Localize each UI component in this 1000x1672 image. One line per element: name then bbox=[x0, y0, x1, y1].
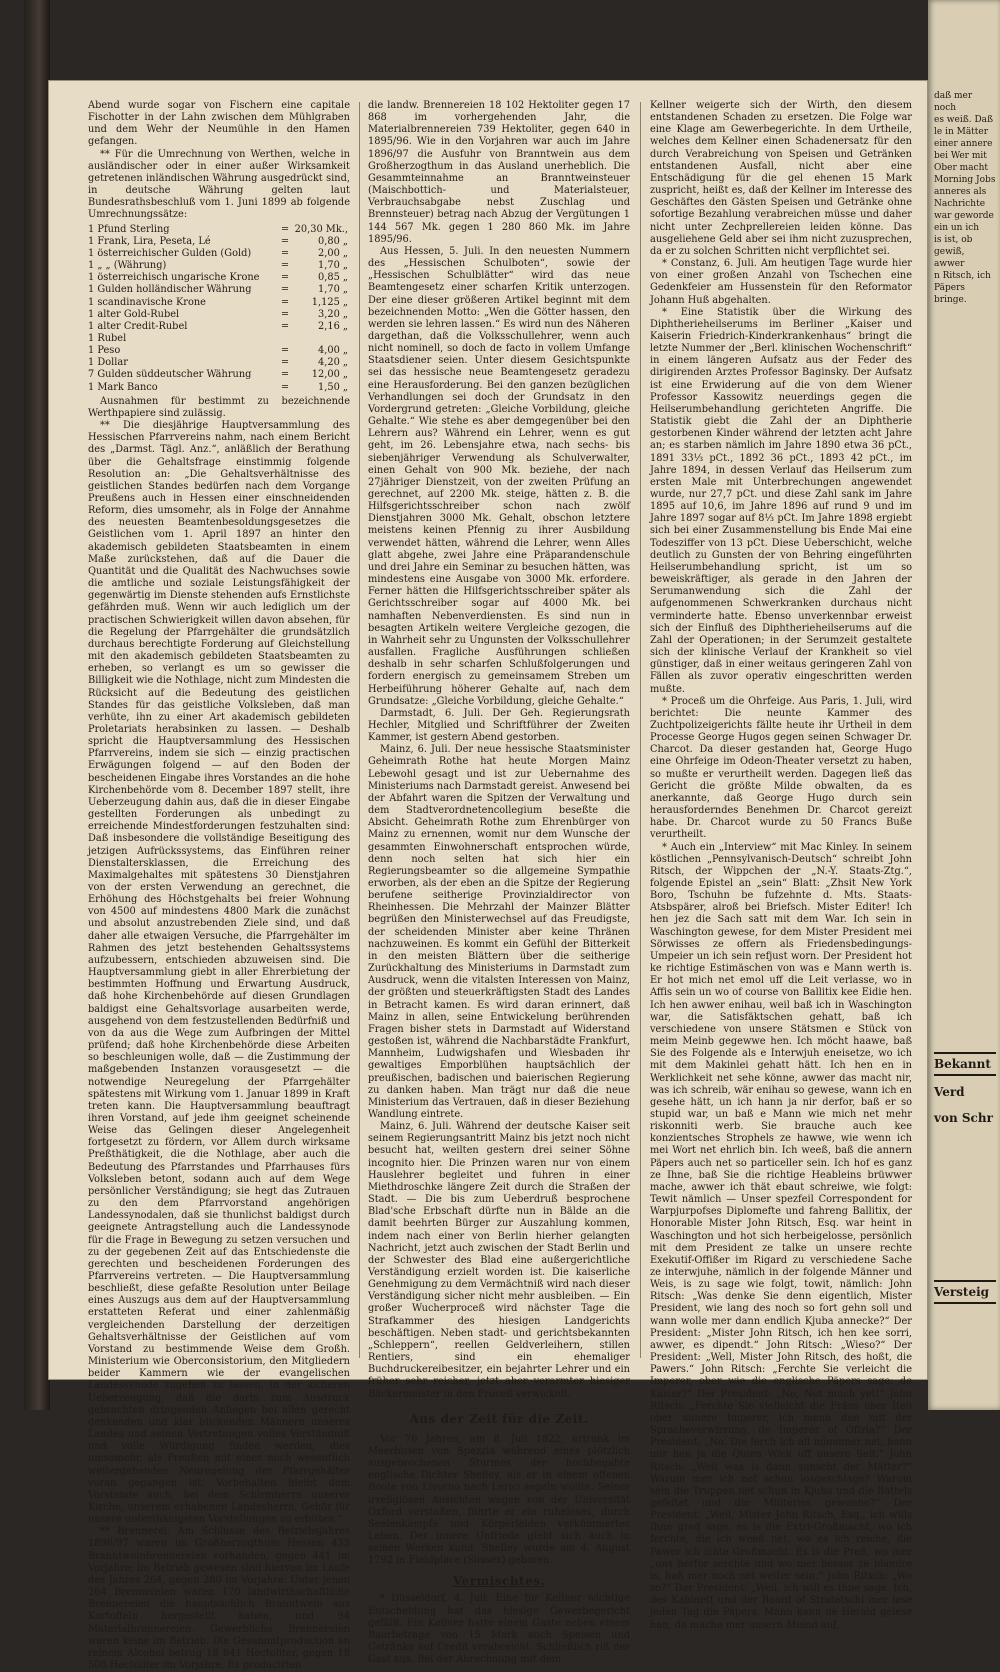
column-divider bbox=[640, 102, 641, 1358]
column-left bbox=[88, 100, 350, 1671]
strip-line: le in Mätter bbox=[934, 127, 989, 137]
table-row: 1 Frank, Lira, Peseta, Lé = 0,80 „ bbox=[88, 235, 348, 247]
article-constanz: * Constanz, 6. Juli. Am heutigen Tage wurde hier von einer großen Anzahl von Tschechen eine Gedenkfeier am Hussenstein für den Reformator Johann Huß abgehalten. bbox=[650, 258, 912, 306]
article-ausnahmen: Ausnahmen für bestimmt zu bezeichnende Werthpapiere sind zulässig. bbox=[88, 395, 350, 419]
article-mainz-1: Mainz, 6. Juli. Der neue hessische Staatsminister Geheimrath Rothe hat heute Morgen Mainz Lebewohl gesagt und ist zur Uebernahme des Ministeriums nach Darmstadt gereist. Anwesend bei der Abfahrt waren die Spitzen der Verwaltung und dem Stadtverordnetencollegium beseßte die Absicht. Geheimrath Rothe zum Ehrenbürger von Mainz zu ernennen, womit nur dem Wunsche der gesammten Einwohnerschaft entsprochen würde, denn noch selten hat sich hier ein Regierungsbeamter so die allgemeine Sympathie erworben, als der eben an die Spitze der Regierung berufene seitherige Provinzialdirector von Rheinhessen. Die Mehrzahl der Mainzer Blätter begrüßen den Ministerwechsel auf das Freudigste, der scheidenden Minister aber keine Thränen nachzuweinen. Es kommt ein Gefühl der Bitterkeit in den meisten Blättern über die seitherige Zurückhaltung des Ministeriums in Darmstadt zum Ausdruck, wenn die vitalsten Interessen von Mainz, der größten und steuerkräftigsten Stadt des Landes in Betracht kamen. Es wird daran erinnert, daß Mainz in allen, seine Entwickelung berührenden Fragen bisher stets in Darmstadt auf Widerstand gestoßen ist, während die Nachbarstädte Frankfurt, Mannheim, Ludwigshafen und Wiesbaden ihr gewaltiges Emporblühen hauptsächlich der preußischen, badischen und baierischen Regierung zu danken haben. Man trägt nur daß die neue Ministerium das Vertrauen, daß in dieser Beziehung Wandlung eintrete. bbox=[368, 744, 630, 1120]
strip-line: gewiß, awwer bbox=[934, 247, 965, 269]
strip-line: Ober macht bbox=[934, 163, 988, 173]
exchange-rate-table bbox=[88, 224, 350, 394]
article-darmstadt: Darmstadt, 6. Juli. Der Geh. Regierungsrath Hechler, Mitglied und Schriftführer der Zweiten Kammer, ist gestern Abend gestorben. bbox=[368, 707, 630, 744]
table-row: 1 „ „ (Währung) = 1,70 „ bbox=[88, 260, 348, 272]
article-duesseldorf: * Düsseldorf, 4. Juli. Eine für Kellner wichtige Entscheidung hat das hiesige Gewerbegericht gefällt. Ein Kellner hatte einem Gaste neben einem Baarbetrage von 15 Mark auch Speisen und Getränke auf Credit verabreicht. Schließlich riß der Gast aus. Bei der Abrechnung mit dem bbox=[368, 1593, 630, 1666]
table-row: 1 österreichisch ungarische Krone = 0,85 „ bbox=[88, 272, 348, 284]
column-middle bbox=[368, 100, 630, 1666]
page-binding-edge bbox=[24, 0, 50, 1410]
strip-line: es weiß. Daß bbox=[934, 115, 994, 125]
article-fischotter: Abend wurde sogar von Fischern eine capitale Fischotter in der Lahn zwischen dem Mühlgraben und dem Wehr der Neumühle in den Hamen gefangen. bbox=[88, 100, 350, 148]
table-row: 1 Peso = 4,00 „ bbox=[88, 345, 348, 357]
table-row: 1 Dollar = 4,20 „ bbox=[88, 357, 348, 369]
section-heading: Aus der Zeit für die Zeit. bbox=[368, 1407, 630, 1430]
strip-line: ein un ich bbox=[934, 223, 980, 233]
article-brennerei: ** Brennerei. Am Schlusse des Betriebsjahres 1896/97 waren im Großherzogthum Hessen 435 Branntweinbrennereien vorhanden, gegen 441 im Vorjahre; im Betrieb gewesen sind hiervon im Laufe des Jahres 264, gegen 280 im Vorjahre. Unter jenen 264 Brennereien waren 170 landwirthschaftliche Brennereien die hauptsächlich Branntwein aus Kartoffeln hergestellt haben, und 94 Materialbrennereien. Gewerbliche Brennereien waren keine im Betrieb. Die Gesammtproduction an reinem Alcohol betrug 18 841 Hectoliter, gegen 18 508 Hectoliter im Vorjahre. Es producirten bbox=[88, 1526, 350, 1671]
strip-heading: Bekannt bbox=[934, 1052, 996, 1076]
strip-line: n Ritsch, ich bbox=[934, 271, 991, 281]
strip-line: war geworde bbox=[934, 211, 994, 221]
article-mainz-2: Mainz, 6. Juli. Während der deutsche Kaiser seit seinem Regierungsantritt Mainz bis jetzt noch nicht besucht hat, weilten gestern drei seiner Söhne incognito hier. Die Prinzen waren nur von einem Hauslehrer begleitet und fuhren in einer Miethdroschke längere Zeit durch die Straßen der Stadt. — Die bis zum Ueberdruß besprochene Blad'sche Erbschaft dürfte nun in Bälde an die damit beehrten Bürger zur Auszahlung kommen, indem nach einer von Berlin hierher gelangten Nachricht, jetzt auch zwischen der Stadt Berlin und der Schwester des Blad eine außergerichtliche Verständigung erzielt worden ist. Die kaiserliche Genehmigung zu dem Vermächtniß wird nach dieser Verständigung sicher nicht mehr ausbleiben. — Ein großer Wucherproceß wird nächster Tage die Strafkammer des hiesigen Landgerichts beschäftigen. Neben stadt- und gerichtsbekannten „Schleppern“, reellen Geldverleihern, stillen Rentiers, sind ein ehemaliger Buchdruckereibesitzer, ein bejahrter Lehrer und ein früher sehr reicher, jetzt aber verarmter hiesiger Bäckermeister in den Proceß verwickelt. bbox=[368, 1121, 630, 1400]
table-row: 1 Rubel bbox=[88, 332, 127, 344]
article-aus-hessen: Aus Hessen, 5. Juli. In den neuesten Nummern des „Hessischen Schulboten“, sowie der „Hessischen Schulblätter“ wird das neue Beamtengesetz einer scharfen Kritik unterzogen. Der eine dieser größeren Artikel beginnt mit dem bezeichnenden Motto: „Wen die Götter hassen, den werden sie lehren lassen.“ Es wird nun des Näheren dargethan, daß die Volksschullehrer, wenn auch nicht nominell, so doch de facto in vollem Umfange Staatsdiener seien. Unter diesem Gesichtspunkte sei das hessische neue Beamtengesetz geradezu eine Herausforderung. Bei den ganzen bezüglichen Verhandlungen sei doch der Grundsatz in den Vordergrund getreten: „Gleiche Vorbildung, gleiche Gehalte.“ Wie stehe es aber demgegenüber bei den Lehrern aus? Während ein Lehrer, wenn es gut geht, im 26. Lebensjahre etwa, nach sechs- bis siebenjähriger Verwendung als Schulverwalter, einen Gehalt von 900 Mk. beziehe, der nach 27jähriger Dienstzeit, von der zweiten Prüfung an gerechnet, auf 2200 Mk. steige, hätten z. B. die Hilfsgerichtsschreiber schon nach zwölf Dienstjahren 3000 Mk. Gehalt, obschon letztere meistens keinen Pfennig zu ihrer Ausbildung verwendet hätten, während die Lehrer, wenn Alles glatt abgehe, zwei Jahre eine Präparandenschule und drei Jahre ein Seminar zu besuchen hätten, was mindestens eine Ausgabe von 3000 Mk. erfordere. Ferner hätten die Hilfsgerichtsschreiber später als Gerichtsschreiber sogar auf 4000 Mk. bei namhaften Nebenverdiensten. Es sind nun in besagten Artikeln weitere Vergleiche gezogen, die in Wahrheit sehr zu Ungunsten der Volksschullehrer ausfallen. Fragliche Ausführungen schließen deshalb in sehr scharfen Schlußfolgerungen und fordern energisch zu gemeinsamem Streben um Herbeiführung höherer Gehalte auf, nach dem Grundsatze: „Gleiche Vorbildung, gleiche Gehalte.“ bbox=[368, 245, 630, 707]
table-row: 1 scandinavische Krone = 1,125 „ bbox=[88, 296, 348, 308]
strip-line: Päpers bringe. bbox=[934, 283, 967, 305]
newspaper-page bbox=[48, 80, 928, 1671]
article-umrechnung-intro: ** Für die Umrechnung von Werthen, welche in ausländischer oder in einer außer Wirksamkeit getretenen inländischen Währung ausgedrückt sind, in deutsche Währung gelten laut Bundesrathsbeschluß vom 1. Juni 1899 ab folgende Umrechnungssätze: bbox=[88, 148, 350, 221]
article-shelley: Vor 76 Jahren, am 8. Juli 1822, ertrank im Meerbusen von Spezzia während eines plötzlich ausgebrochenen Sturmes der hochbegabte englische Dichter Shelley, als er in einem offenen Boote von Livorno nach Lerici segeln wollte. Seiner irreligiösen Ansichten wegen von der Universität Oxford verstoßen, führte er ein ruheloses, durch Seelenkämpfe und Körperleiden verkümmertes Leben. Der innere Unfriede giebt sich auch in seinen Werken kund. Shelley wurde am 4. August 1792 in Fieldplace (Sussex) geboren. bbox=[368, 1433, 630, 1567]
article-ohrfeige: * Proceß um die Ohrfeige. Aus Paris, 1. Juli, wird berichtet: Die neunte Kammer des Zuchtpolizeigerichts fällte heute ihr Urtheil in dem Processe George Hugos gegen seinen Schwager Dr. Charcot. Da dieser gestanden hat, George Hugo eine Ohrfeige im Odeon-Theater versetzt zu haben, so mußte er verurtheilt werden. Dagegen ließ das Gericht die größte Milde obwalten, da es anerkannte, daß George Hugo durch sein herausforderndes Benehmen Dr. Charcot gereizt habe. Dr. Charcot wurde zu 50 Francs Buße verurtheilt. bbox=[650, 695, 912, 841]
table-row: 1 Pfund Sterling = 20,30 Mk., bbox=[88, 223, 348, 235]
article-pfarrverein: ** Die diesjährige Hauptversammlung des Hessischen Pfarrvereins nahm, nach einem Bericht des „Darmst. Tägl. Anz.“, anläßlich der Berathung über die Gehaltsfrage einstimmig folgende Resolution an: „Die Gehaltsverhältnisse des geistlichen Standes bedürfen nach dem Vorgange Preußens auch in Hessen einer einschneidenden Reform, dies umsomehr, als in Folge der Annahme des neuesten Beamtenbesoldungsgesetzes die Geistlichen vom 1. April 1897 an hinter den akademisch gebildeten Staatsbeamten in einem Maße zurückstehen, daß auf die Dauer die Quantität und die Qualität des Nachwuchses sowie die amtliche und soziale Leistungsfähigkeit der gegenwärtig im Dienste stehenden aufs Ernstlichste gefährden muß. Wenn wir auch lediglich um der practischen Schwierigkeit willen davon absehen, für die Regelung der Pfarrgehälter die grundsätzlich durchaus berechtigte Forderung auf Gleichstellung mit den akademisch gebildeten Staatsbeamten zu erheben, so verlangt es um so gewisser die Billigkeit wie die Nothlage, nicht zum Mindesten die Rücksicht auf die Bedeutung des geistlichen Standes für das geistliche Volksleben, daß man verhüte, ihn zu einer Art akademisch gebildeten Proletariats herabsinken zu lassen. — Deshalb spricht die Hauptversammlung des Hessischen Pfarrvereins, indem sie sich — einzig practischen Erwägungen folgend — auf den Boden der bescheidenen Eingabe ihres Vorstandes an die hohe Kirchenbehörde vom 8. December 1897 stellt, ihre Ueberzeugung dahin aus, daß die in dieser Eingabe gestellten Forderungen als unbedingt zu erreichende Mindestforderungen festzuhalten sind: Daß insbesondere die vollständige Beseitigung des jetzigen Aufrückssystems, das Einführen reiner Dienstaltersklassen, die Erreichung des Maximalgehaltes mit spätestens 30 Dienstjahren von der ersten Verwendung an gerechnet, die Erhöhung des Höchstgehalts bei freier Wohnung von 4500 auf mindestens 4800 Mark die zunächst und absolut anzustrebenden Ziele sind, und daß daher alle etwaigen Versuche, die Pfarrgehälter im Rahmen des jetzt bestehenden Gehaltssystems aufzubessern, entschieden abzuweisen sind. Die Hauptversammlung giebt in aller Ehrerbietung der bestimmten Hoffnung und Erwartung Ausdruck, daß hohe Kirchenbehörde auf diesen Grundlagen baldigst eine Gehaltsvorlage ausarbeiten werde, ausgehend von dem festzustellenden Bedürfniß und von da aus die Wege zum Aufbringen der Mittel prüfend; daß hohe Kirchenbehörde diese Arbeiten so beschleunigen wolle, daß — die Zustimmung der maßgebenden Instanzen vorausgesetzt — die notwendige Neuregelung der Pfarrgehälter spätestens mit Wirkung vom 1. Januar 1899 in Kraft treten kann. Die Hauptversammlung beauftragt ihren Vorstand, auf jede ihm geeignet scheinende Weise das Gelingen dieser Angelegenheit fortgesetzt zu fördern, vor Allem durch wirksame Preßthätigkeit, die die Nothlage, aber auch die Bedeutung des Pfarrstandes und Pfarrhauses fürs Volksleben betont, sodann auch auf dem Wege persönlicher Verständigung; sie hegt das Zutrauen zu den dem Pfarrvorstand angehörigen Landessynodalen, daß sie thunlichst baldigst durch geeignete Antragstellung auch die Landessynode für die Frage in Bewegung zu setzen versuchen und zu der gegebenen Zeit auf das Entschiedenste die gerechten und bescheidenen Forderungen des Pfarrvereins vertreten. — Die Hauptversammlung beschließt, diese gefaßte Resolution unter Beilage eines Auszugs aus dem auf der Hauptversammlung erstatteten Referat und einer zahlenmäßig vergleichenden Darstellung der derzeitigen Gehaltsverhältnisse der Geistlichen auf vom Vorstand zu bestimmende Weise dem Großh. Ministerium wie Oberconsistorium, den Mitgliedern beider Kammern wie der evangelischen Landessynode zugehen zu lassen, in der sicheren Ueberzeugung, daß die darin zum Ausdruck gebrachten dringenden Anliegen bei allen gerecht denkenden und klar blickenden Männern unseres Landes und seinen Vertretungen volles Verständniß und volle Würdigung finden werden, dies umsomehr, als Preußen mit einer noch wesentlich weitergehenden Neuregelung der Pfarrgehälter voran gegangen ist. Vorbehalten bleibt dem Vorstande auch, bei dem Schirmherrn unserer Kirche, unserem erhabenen Landesherrn, Gehör für unsere unterthänigsten Vorstellungen zu erbitten.“ bbox=[88, 420, 350, 1526]
strip-line: daß mer noch bbox=[934, 91, 973, 113]
table-row: 1 alter Credit-Rubel = 2,16 „ bbox=[88, 320, 348, 332]
strip-heading: von Schr bbox=[934, 1111, 993, 1125]
table-row: 7 Gulden süddeutscher Währung = 12,00 „ bbox=[88, 369, 348, 381]
table-row: 1 österreichischer Gulden (Gold) = 2,00 „ bbox=[88, 247, 348, 259]
strip-line: anneres als bbox=[934, 187, 987, 197]
strip-line: Morning Jobs bbox=[934, 175, 996, 185]
strip-line: is ist, ob bbox=[934, 235, 973, 245]
article-brennerei-cont: die landw. Brennereien 18 102 Hektoliter gegen 17 868 im vorhergehenden Jahr, die Materialbrennereien 739 Hektoliter, gegen 640 in 1895/96. Wie in den Vorjahren war auch im Jahre 1896/97 die Ausfuhr von Branntwein aus dem Großherzogthum in das Ausland unerheblich. Die Gesammteinnahme an Branntweinsteuer (Maischbottich- und Materialsteuer, Verbrauchsabgabe nebst Zuschlag und Brennsteuer) betrag nach Abzug der Vergütungen 1 144 567 Mk. gegen 1 280 860 Mk. im Jahre 1895/96. bbox=[368, 100, 630, 245]
article-kellner-cont: Kellner weigerte sich der Wirth, den diesem entstandenen Schaden zu ersetzen. Die Folge war eine Klage am Gewerbegerichte. In dem Urtheile, welches dem Kellner einen Schadenersatz für den durch Verabreichung von Speisen und Getränken entstandenen Ausfall, nicht aber eine Entschädigung für die gel ehenen 15 Mark zuspricht, heißt es, daß der Kellner im Interesse des Geschäftes den Gästen Speisen und Getränke ohne sofortige Bezahlung verabreichen müsse und daher nicht unter Zechprellereien leiden könne. Das ausgeliehene Geld aber sei ihm nicht zuzusprechen, da er zu solchen Schritten nicht verpflichtet sei. bbox=[650, 100, 912, 257]
strip-line: einer annere bbox=[934, 139, 993, 149]
strip-heading: Verd bbox=[934, 1085, 965, 1099]
table-row: 1 Mark Banco = 1,50 „ bbox=[88, 381, 348, 393]
article-diphtherie: * Eine Statistik über die Wirkung des Diphtherieheilserums im Berliner „Kaiser und Kaiserin Friedrich-Kinderkrankenhaus“ bringt die letzte Nummer der „Berl. klinischen Wochenschrift“ in einem längeren Aufsatz aus der Feder des dirigirenden Arztes Professor Baginsky. Der Aufsatz ist eine Erwiderung auf die von dem Wiener Professor Kassowitz neuerdings gegen die Heilserumbehandlung gerichteten Angriffe. Die Statistik giebt die Zahl der an Diphtherie gestorbenen Kinder während der letzten acht Jahre an; es starben nämlich im Jahre 1890 etwa 36 pCt., 1891 33⅓ pCt., 1892 36 pCt., 1893 42 pCt., im Jahre 1894, in dessen Verlauf das Heilserum zum ersten Male mit Unterbrechungen angewendet wurde, nur 27,7 pCt. und diese Zahl sank im Jahre 1895 auf 10,6, im Jahre 1896 auf rund 9 und im Jahre 1897 sogar auf 8⅓ pCt. Im Jahre 1898 ergiebt sich bei einer Zusammenstellung bis Ende Mai eine Todesziffer von 13 pCt. Diese Ueberschicht, welche deutlich zu Gunsten der von Behring eingeführten Heilserumbehandlung spricht, ist um so beweiskräftiger, als gerade in den Jahren der Serumanwendung sich die Zahl der aufgenommenen Schwerkranken durchaus nicht verminderte hatte. Ebenso unverkennbar erweist sich der Einfluß des Diphtherieheilserums auf die Zahl der Operationen; in der Serumzeit gestaltete sich der klinische Verlauf der Krankheit so viel günstiger, daß in einer weitaus geringeren Zahl von Fällen als zuvor operativ eingeschritten werden mußte. bbox=[650, 306, 912, 695]
table-row: 1 Gulden holländischer Währung = 1,70 „ bbox=[88, 284, 348, 296]
column-right bbox=[650, 100, 912, 1631]
adjacent-page-strip bbox=[928, 0, 1000, 1410]
strip-line: bei Wer mit bbox=[934, 151, 987, 161]
column-divider bbox=[359, 102, 360, 1358]
strip-heading: Versteig bbox=[934, 1280, 996, 1304]
strip-line: Nachrichte bbox=[934, 199, 986, 209]
section-heading: Vermischtes. bbox=[452, 1574, 546, 1589]
article-interview: * Auch ein „Interview“ mit Mac Kinley. In seinem köstlichen „Pennsylvanisch-Deutsch“ schreibt John Ritsch, der Wippchen der „N.-Y. Staats-Ztg.“, folgende Epistel an „sein“ Blatt: „Zhsit New York Boro, Tschuhn be fufzehnte d. Mts. Staats-Atsbspärer, alroß bei Briefsch. Mister Editer! Ich hen jez die Sach satt mit dem War. Ich sein in Waschington gewese, for dem Mister President mei Sörwisses ze offern als Friedensbedingungs-Umpeier un ich sein refjust worn. Der President hot ke richtige Estimäschen von was e Mann werth is. Er hot mich net emol uff die Leit verlasse, wo in Affis sein un wo of course von Ballitix kee Eidie hen. Ich hen awwer enihau, weil baß ich in Waschington war, die Satisfäktschen gehatt, baß ich verschiedene von unsere Stätsmen e Stück von meim Meinb gegewwe hen. Ich möcht haawe, baß Sie des Folgende als e Interwjuh eneisetze, wo ich mit dem Makinlei gehatt hätt. Ich hen en in Werklichkeit net sehe könne, awwer das macht nir, was ich schreib, wär enihau so gewese, wann ich en gesehe hätt, un ich hann ja nir derfor, baß er so stupid war, un baß e Mann wie mich net mehr riskonniti werb. Sie brauche auch kee konzientsches Strophels ze hawwe, wie wenn ich mei Wort net ehrlich bin. Ich weeß, baß die annern Päpers auch net so particeller sein. Ich hof es ganz ze Ihne, baß Sie die richtige Heableins brüwwer mache, awwer ich thät ebaut schreiwe, wie folgt: Tewit nämlich — Unser spezfeil Correspondent for Warpjurpofses Diplomefte und fahreng Ballitix, der Honorable Mister John Ritsch, Esq. war heint in Waschington und hot sich herbeigelosse, persönlich mit dem President ze talke un unsere rechte Exekutif-Offißer im Rigard zu verschiedene Sache ze interwjuhe, nämlich in der folgende Männer und Weis, is zu sage wie folgt, towit, nämlich: John Ritsch: „Was denke Sie denn eigentlich, Mister President, wie lang des noch so fort gehn soll und wann wolle mer dann endlich Kjuba annecke?“ Der President: „Mister John Ritsch, ich hen kee sorri, awwer, es dipendt.“ John Ritsch: „Wieso?“ Der President: „Well, Mister John Ritsch, des hoßt, die Pawers.“ John Ritsch: „Ferchte Sie verleicht die Imperer, ober wie die englische Päpers sage: de Kaiser?“ Der President: „No, Not much yet!“ John Ritsch: „Ferchte Sie vielleicht die Fräns ober Iteli ober annere Imperer, ich menn den mit der Spracheverwirrung, de Imperer of Oftria?“ Der President: „No. Die ferch ich all minanner net, bann mir hen ja die Quien Wick uff unsere Seit.“ John Ritsch: „Weil was is dann sunscht der Mätter?“ Warum mer ich net schun losgeschlage? Warum sein die Truppen net schun in Kjuba und die Battels gefeitet und die Militeries gewonne?“ Der President: „Well, Mister John Ritsch, Esq., ich wills Ihne grad sage, es is die Extri-Großmacht, wo ich ferchte, die ich weeß net, wo es ich reiche, die Pawer ich ichte Großmacht. Es is die Preß, wo mer „uns herfor serchte und wo mer bessor ze blamire is, baß mer noch net weiter sein.“ John Ritsch: „Wo so?“ Der President: „Weil, ich will es Ihne sage. Ich, des Kabinett und der Board of Stratetschi mer lese jeden Tag die Päpers. Mann kann ne Herald gelese han, da mache mer unsern Meind auf, bbox=[650, 841, 912, 1631]
table-row: 1 alter Gold-Rubel = 3,20 „ bbox=[88, 308, 348, 320]
